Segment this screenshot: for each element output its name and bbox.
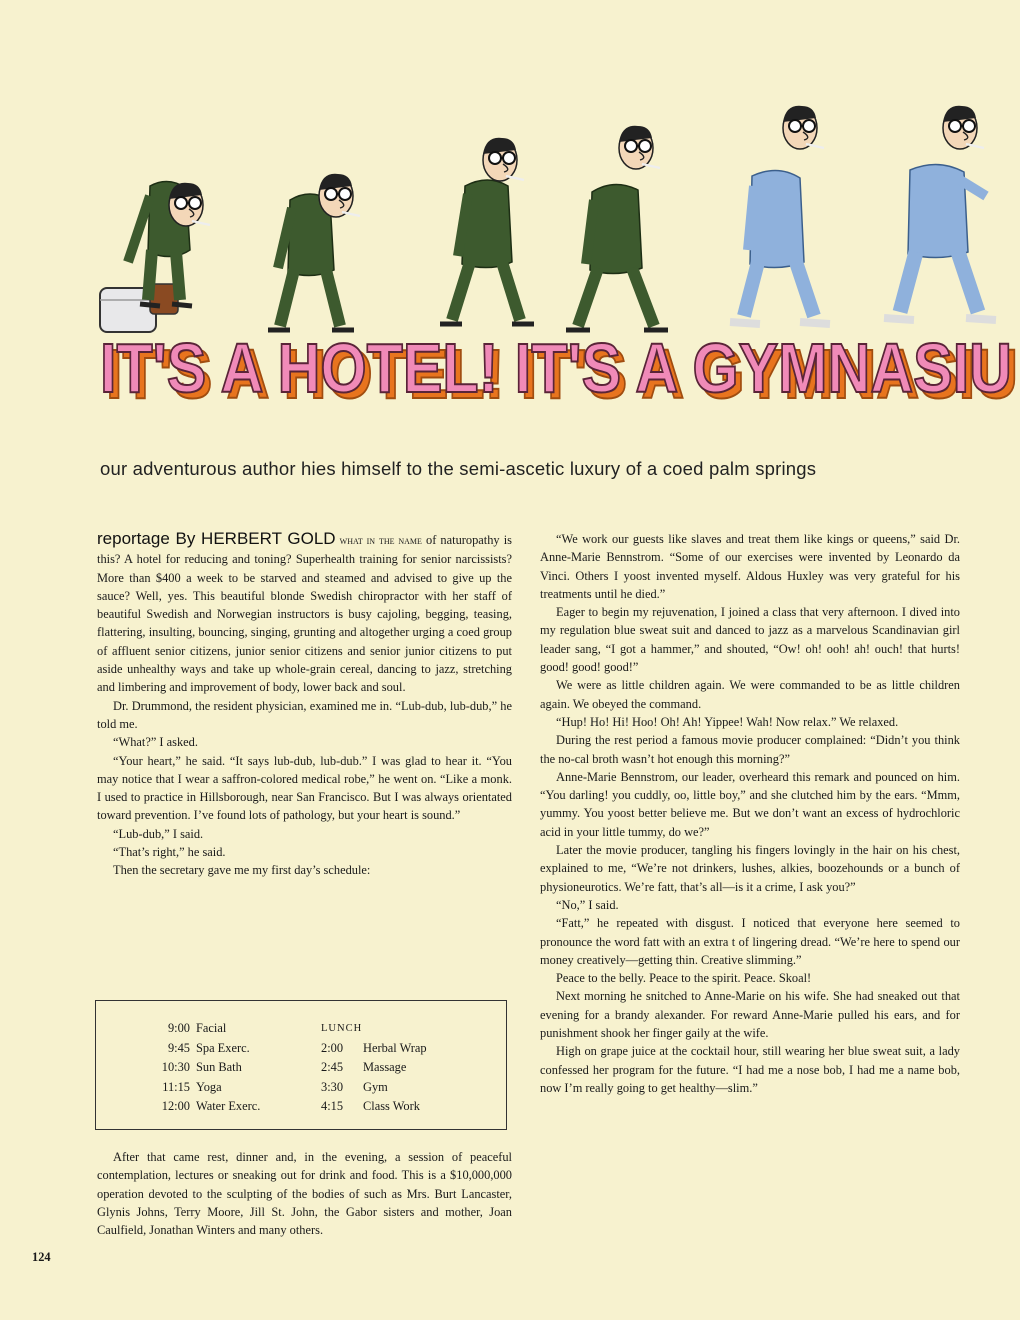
- paragraph: “Fatt,” he repeated with disgust. I noticed that everyone here seemed to pronounce the word fatt with an extra t of lingering dread. “We’re here to spend our money creatively—getting thin. Creative slimming.”: [540, 916, 960, 967]
- column-1-bottom: [97, 1148, 512, 1239]
- headline-shadow: IT'S A HOTEL! IT'S A GYMNASIU: [106, 335, 1018, 410]
- figure-3: [440, 138, 534, 324]
- schedule-row: 9:00 Facial: [167, 1021, 227, 1035]
- schedule-afternoon: [321, 1019, 427, 1117]
- paragraph: “Your heart,” he said. “It says lub-dub, lub-dub.” I was glad to hear it. “You may notice that I wear a saffron-colored medical robe,” he went on. “Like a monk. I used to practice in Hillsborough, near San Francisco. But I was always orientated toward prevention. I’ve found lots of pathology, but your heart is sound.”: [97, 753, 512, 823]
- figure-4: [566, 126, 668, 330]
- headline: [100, 330, 1020, 410]
- paragraph: Peace to the belly. Peace to the spirit. Peace. Skoal!: [556, 971, 812, 986]
- schedule-row: 2:45 Massage: [321, 1060, 407, 1074]
- schedule-row: 9:45 Spa Exerc.: [167, 1040, 250, 1055]
- opening-paragraph: [97, 530, 512, 697]
- paragraph: Later the movie producer, tangling his fingers lovingly in the hair on his chest, explained to me, “We’re not drinkers, lushes, alkies, boozehounds or a bunch of physioneurotics. We’re fatt, that’s all—is it a crime, I ask you?”: [540, 843, 960, 894]
- lunch-label: LUNCH: [321, 1023, 363, 1034]
- paragraph: “What?” I asked.: [113, 735, 198, 750]
- schedule-row: 10:30 Sun Bath: [161, 1060, 242, 1074]
- headline-text: IT'S A HOTEL! IT'S A GYMNASIU: [100, 330, 1012, 407]
- paragraph: “That’s right,” he said.: [113, 845, 226, 860]
- schedule-box: [95, 1000, 507, 1130]
- paragraph: After that came rest, dinner and, in the evening, a session of peaceful contemplation, lectures or sneaking out for drink and food. This is a $10,000,000 operation devoted to the sculpting of the bodies of such as Mrs. Burt Lancaster, Glynis Johns, Terry Moore, Jill St. John, the Gabor sisters and mother, Joan Caulfield, Jonathan Winters and many others.: [97, 1150, 512, 1238]
- schedule-row: 11:15 Yoga: [162, 1079, 222, 1094]
- figure-6: [884, 106, 996, 320]
- paragraph: Dr. Drummond, the resident physician, examined me in. “Lub-dub, lub-dub,” he told me.: [97, 698, 512, 731]
- page-number: 124: [32, 1250, 51, 1264]
- subheadline: our adventurous author hies himself to the semi-ascetic luxury of a coed palm springs: [100, 458, 817, 479]
- paragraph: Next morning he snitched to Anne-Marie on his wife. She had sneaked out that evening for a brandy alexander. For reward Anne-Marie pulled his ears, and for punishment shook her finger gaily at the wife.: [540, 989, 960, 1041]
- figure-1: [100, 181, 210, 332]
- paragraph: “Hup! Ho! Hi! Hoo! Oh! Ah! Yippee! Wah! Now relax.” We relaxed.: [556, 714, 899, 729]
- schedule-row: 3:30 Gym: [321, 1079, 388, 1094]
- paragraph: High on grape juice at the cocktail hour, still wearing her blue sweat suit, a lady confessed her program for the future. “I had me a nose bob, I had me a name bob, now I’m really going to get healthy—slim.”: [540, 1044, 960, 1095]
- schedule-row: 2:00 Herbal Wrap: [321, 1040, 427, 1055]
- paragraph: We were as little children again. We were commanded to be as little children again. We obeyed the command.: [540, 678, 960, 711]
- paragraph: Then the secretary gave me my first day’s schedule:: [113, 863, 371, 878]
- paragraph: During the rest period a famous movie producer complained: “Didn’t you think the no-cal broth wasn’t hot enough this morning?”: [540, 733, 960, 766]
- paragraph: “Lub-dub,” I said.: [113, 826, 204, 841]
- lead-in: what in the name: [339, 535, 422, 547]
- schedule-morning: [146, 1019, 260, 1117]
- schedule-row: 4:15 Class Work: [321, 1099, 420, 1113]
- figure-2: [268, 174, 360, 330]
- paragraph: Eager to begin my rejuvenation, I joined a class that very afternoon. I dived into my regulation blue sweat suit and danced to jazz as a marvelous Scandinavian girl leader sang, “I got a hammer,” and shouted, “Ow! oh! ooh! ah! ouch! that hurts! good! good! good!”: [540, 605, 960, 675]
- paragraph: “We work our guests like slaves and treat them like kings or queens,” said Dr. Anne-Marie Bennstrom. “Some of our exercises were invented by Leonardo da Vinci. Others I yoost invented myself. Aldous Huxley was very grateful for his treatments until he died.”: [540, 532, 960, 601]
- paragraph: of naturopathy is this? A hotel for reducing and toning? Superhealth training for senior narcissists? More than $400 a week to be starved and steamed and advised to give up the sauce? Well, yes. This beautiful blonde Swedish chiropractor with her staff of beautiful Swedish and Norwegian instructors is busy cajoling, begging, teasing, flattering, insulting, bouncing, singing, grunting and altogether urging a coed group of affluent senior citizens, junior senior citizens and senior junior citizens to put aside unhealthy ways and take up whole-grain cereal, dancing to jazz, stretching and limbering and improvement of body, lower back and soul.: [97, 533, 512, 695]
- paragraph: “No,” I said.: [556, 897, 619, 912]
- column-2: [540, 530, 960, 1097]
- column-1: [97, 530, 512, 880]
- transformation-illustration: [0, 0, 1020, 345]
- paragraph: Anne-Marie Bennstrom, our leader, overheard this remark and pounced on him. “You darling! you cuddly, oo, little boy,” and she clutched him by the ears. “Mmm, yummy. You yoost better believe me. But we don’t want an excess of hydrochloric acid in your little tummy, do we?”: [540, 769, 960, 839]
- schedule-row: 12:00 Water Exerc.: [161, 1099, 261, 1113]
- figure-5: [730, 106, 830, 324]
- byline: reportage By HERBERT GOLD: [97, 529, 336, 548]
